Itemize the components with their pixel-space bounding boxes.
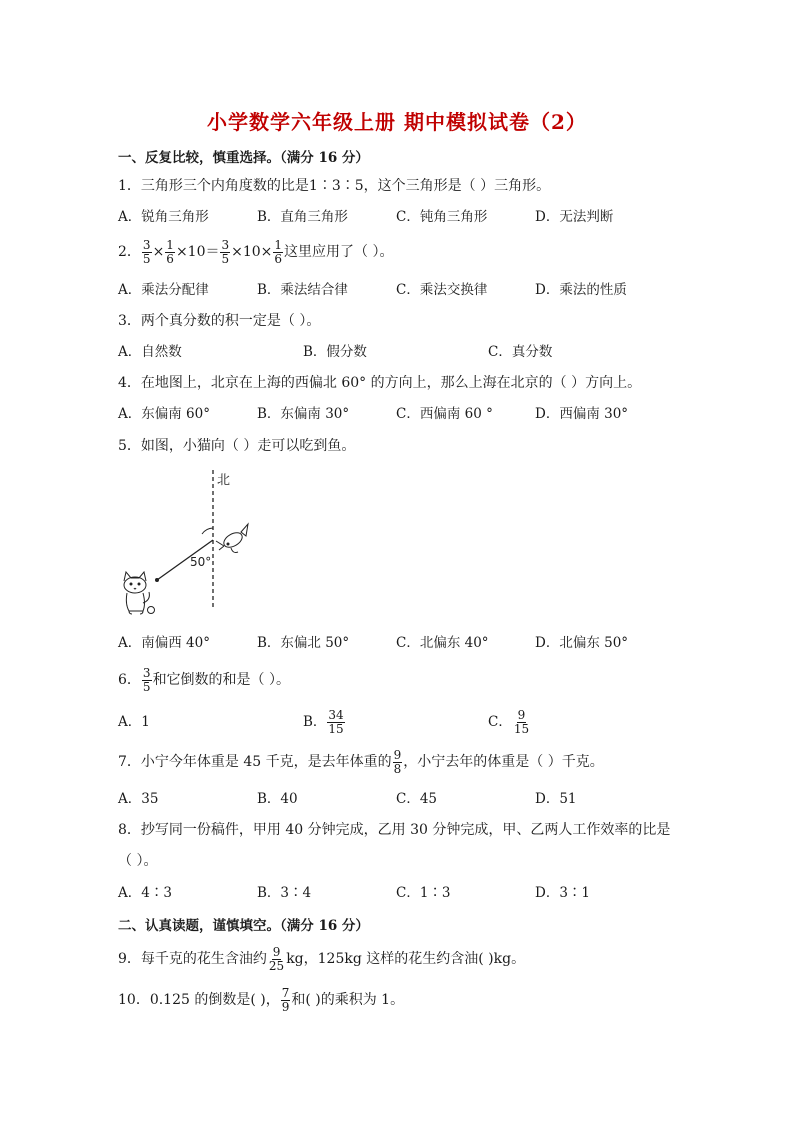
fraction: $\frac{3}{5}$ xyxy=(142,237,151,266)
fraction: $\frac{9}{25}$ xyxy=(268,944,285,973)
option-d: D．51 xyxy=(535,791,577,807)
angle-arc xyxy=(202,528,213,534)
cat-fish-direction-diagram xyxy=(115,468,265,618)
question-8-blank: （ ）。 xyxy=(118,853,158,869)
option-c: C． $\frac{9}{15}$ xyxy=(488,708,530,736)
option-b: B．乘法结合律 xyxy=(257,282,348,298)
fish-icon xyxy=(216,524,248,553)
question-6: 6． $\frac{3}{5}$ 和它倒数的和是（ ）。 xyxy=(118,665,291,694)
option-a: A．南偏西 40° xyxy=(118,635,210,651)
option-a: A．自然数 xyxy=(118,344,182,360)
option-b: B．40 xyxy=(257,791,298,807)
option-c: C．乘法交换律 xyxy=(396,282,488,298)
option-c: C．北偏东 40° xyxy=(396,635,489,651)
option-c: C．45 xyxy=(396,791,438,807)
option-b: B．假分数 xyxy=(303,344,367,360)
option-c: C．钝角三角形 xyxy=(396,209,488,225)
option-c: C．真分数 xyxy=(488,344,553,360)
question-10: 10．0.125 的倒数是( )， $\frac{7}{9}$ 和( )的乘积为 1。 xyxy=(118,985,405,1014)
question-1: 1．三角形三个内角度数的比是1∶3∶5，这个三角形是（ ）三角形。 xyxy=(118,178,551,194)
question-3: 3．两个真分数的积一定是（ ）。 xyxy=(118,313,321,329)
question-4: 4．在地图上，北京在上海的西偏北 60° 的方向上，那么上海在北京的（ ）方向上。 xyxy=(118,375,642,391)
option-d: D．乘法的性质 xyxy=(535,282,627,298)
option-b: B．直角三角形 xyxy=(257,209,348,225)
option-b: B．东偏南 30° xyxy=(257,406,350,422)
option-b: B． $\frac{34}{15}$ xyxy=(303,708,344,736)
option-d: D．无法判断 xyxy=(535,209,614,225)
fraction: $\frac{3}{5}$ xyxy=(221,237,230,266)
question-8: 8．抄写同一份稿件，甲用 40 分钟完成，乙用 30 分钟完成，甲、乙两人工作效率的比是 xyxy=(118,822,671,838)
option-d: D．北偏东 50° xyxy=(535,635,629,651)
fraction: $\frac{1}{6}$ xyxy=(166,237,174,266)
fraction: $\frac{9}{8}$ xyxy=(393,747,402,776)
question-2: 2． $\frac{3}{5}$ × $\frac{1}{6}$ ×10＝ $\frac{3}{5}$ ×10× $\frac{1}{6}$ 这里应用了（ ）。 xyxy=(118,237,394,266)
option-a: A．乘法分配律 xyxy=(118,282,209,298)
option-a: A．锐角三角形 xyxy=(118,209,209,225)
option-a: A．1 xyxy=(118,714,150,730)
question-7: 7．小宁今年体重是 45 千克，是去年体重的 $\frac{9}{8}$ ，小宁去年的体重是（ ）千克。 xyxy=(118,747,604,776)
option-a: A．35 xyxy=(118,791,159,807)
fraction: $\frac{3}{5}$ xyxy=(142,665,151,694)
option-b: B．3∶4 xyxy=(257,885,312,901)
question-9: 9．每千克的花生含油约 $\frac{9}{25}$ kg，125kg 这样的花生约含油( )kg。 xyxy=(118,944,526,973)
option-c: C．1∶3 xyxy=(396,885,451,901)
section-heading-choice: 一、反复比较，慎重选择。（满分 16 分） xyxy=(118,150,369,166)
option-a: A．4∶3 xyxy=(118,885,172,901)
fraction: $\frac{7}{9}$ xyxy=(281,985,290,1014)
option-a: A．东偏南 60° xyxy=(118,406,210,422)
option-d: D．3∶1 xyxy=(535,885,591,901)
page-title: 小学数学六年级上册 期中模拟试卷（2） xyxy=(207,110,587,134)
option-d: D．西偏南 30° xyxy=(535,406,629,422)
cat-icon xyxy=(124,572,155,614)
question-5: 5．如图，小猫向（ ）走可以吃到鱼。 xyxy=(118,438,356,454)
fraction: $\frac{1}{6}$ xyxy=(274,237,283,266)
fraction: $\frac{34}{15}$ xyxy=(328,708,344,736)
north-label: 北 xyxy=(217,473,231,488)
option-c: C．西偏南 60 ° xyxy=(396,406,493,422)
section-heading-fill: 二、认真读题，谨慎填空。（满分 16 分） xyxy=(118,918,369,934)
fraction: $\frac{9}{15}$ xyxy=(513,708,530,736)
angle-label: 50° xyxy=(190,555,212,569)
option-b: B．东偏北 50° xyxy=(257,635,350,651)
start-point xyxy=(155,578,159,582)
